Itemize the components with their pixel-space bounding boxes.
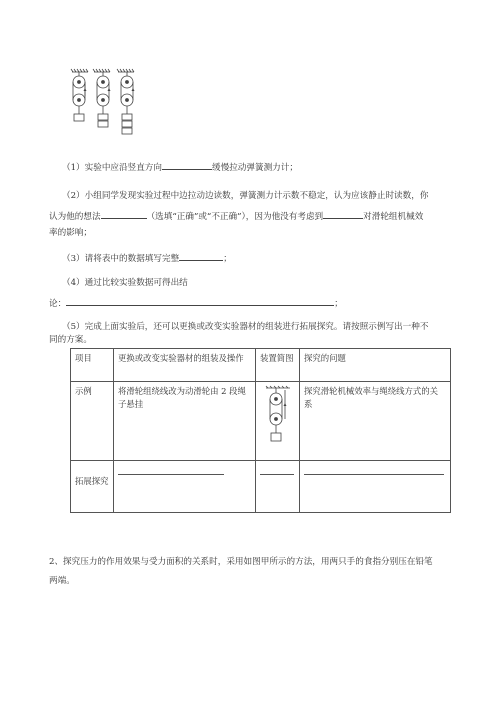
table-row-extension [71,461,451,513]
question-3: （3）请将表中的数据填写完整 ； [62,251,232,265]
question-5-line2: 同的方案。 [49,335,92,345]
answer-blank[interactable] [260,474,294,475]
answer-blank[interactable] [66,296,334,306]
question-2-line1: （2）小组同学发现实验过程中边拉动边读数，弹簧测力计示数不稳定，认为应该静止时读数，你 [62,191,429,201]
question-2-line2: 认为他的想法 （选填“正确”或“不正确”），因为他没有考虑到 对滑轮组机械效 [49,209,423,223]
question-1: （1）实验中应沿竖直方向 缓慢拉动弹簧测力计； [62,160,298,174]
extend-label: 拓展探究 [71,461,114,513]
answer-blank[interactable] [304,474,444,475]
table-row-example [71,382,451,461]
question-4-line2: 论： ； [49,296,343,310]
table-header-row [71,349,451,382]
extend-question-cell[interactable] [300,461,451,513]
header-diagram: 装置简图 [256,349,300,382]
question-main-2-line1: 2、探究压力的作用效果与受力面积的关系时，采用如图甲所示的方法，用两只手的食指分别压在铅笔 [49,557,433,567]
answer-blank[interactable] [101,209,147,219]
example-label: 示例 [71,382,114,461]
header-change: 更换或改变实验器材的组装及操作 [114,349,256,382]
extend-diagram-cell[interactable] [256,461,300,513]
expansion-table [70,348,451,513]
question-2-line3: 率的影响； [49,228,92,238]
question-main-2-line2: 两端。 [49,576,75,586]
movable-pulley-diagram [260,385,296,453]
answer-blank[interactable] [323,209,363,219]
example-question: 探究滑轮机械效率与绳绕线方式的关系 [300,382,451,461]
extend-change-cell[interactable] [114,461,256,513]
header-item: 项目 [71,349,114,382]
pulley-apparatus-figure [66,68,144,140]
header-question: 探究的问题 [300,349,451,382]
question-5-line1: （5）完成上面实验后，还可以更换或改变实验器材的组装进行拓展探究。请按照示例写出一种不 [62,322,429,332]
answer-blank[interactable] [118,474,224,475]
example-diagram [256,382,300,461]
answer-blank[interactable] [162,160,212,170]
answer-blank[interactable] [179,251,223,261]
question-4-line1: （4）通过比较实验数据可得出结 [62,278,188,288]
example-change: 将滑轮组绕线改为动滑轮由 2 段绳子悬挂 [114,382,256,461]
